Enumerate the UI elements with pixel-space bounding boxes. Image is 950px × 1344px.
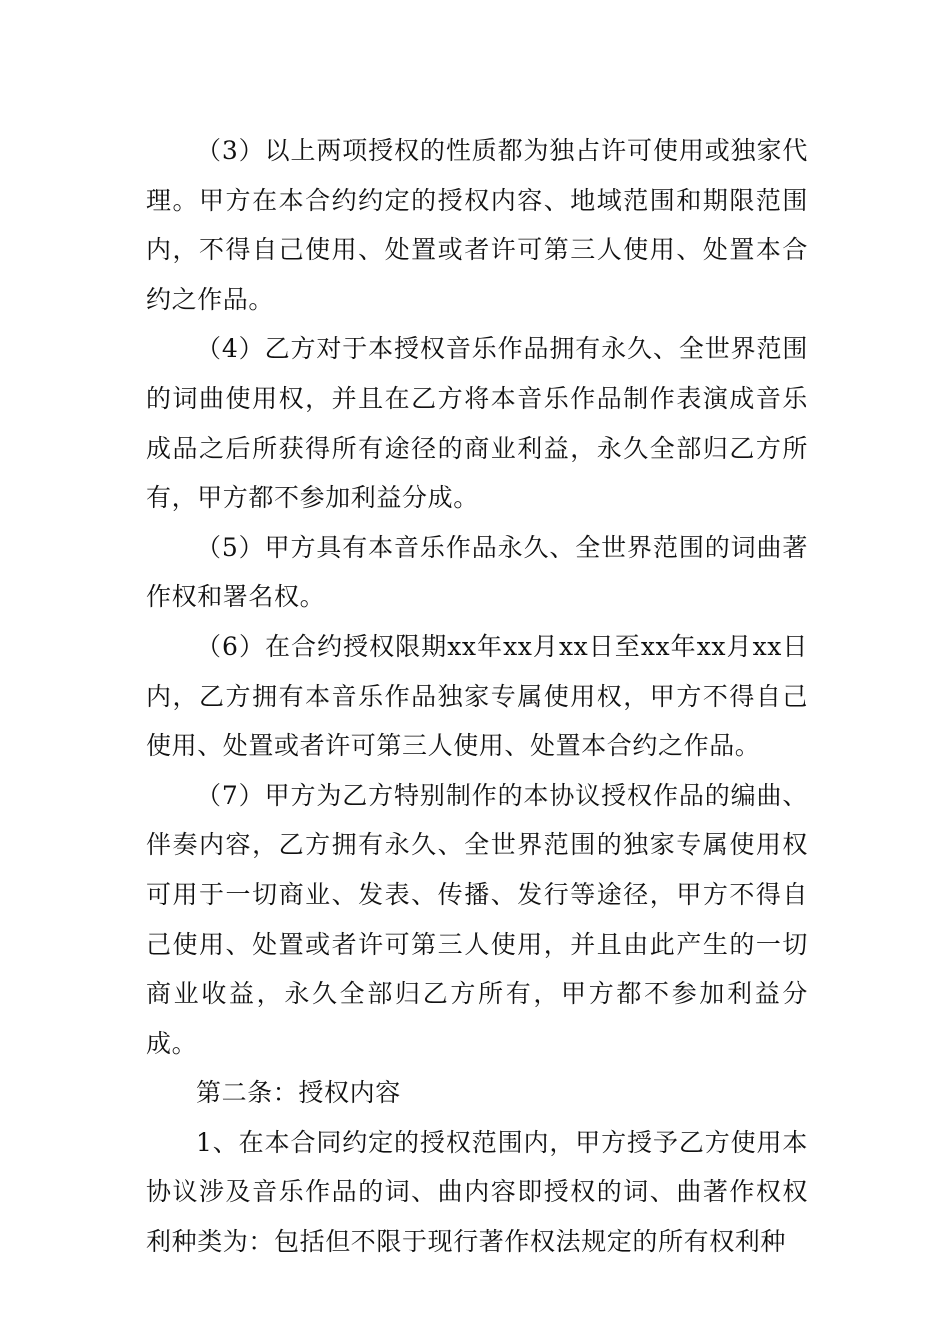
clause-paragraph-3: （3）以上两项授权的性质都为独占许可使用或独家代理。甲方在本合约约定的授权内容、地域范围和期限范围内，不得自己使用、处置或者许可第三人使用、处置本合约之作品。	[146, 136, 808, 314]
clause-paragraph-5: （5）甲方具有本音乐作品永久、全世界范围的词曲著作权和署名权。	[146, 532, 808, 612]
clause-paragraph-4: （4）乙方对于本授权音乐作品拥有永久、全世界范围的词曲使用权，并且在乙方将本音乐作品制作表演成音乐成品之后所获得所有途径的商业利益，永久全部归乙方所有，甲方都不参加利益分成。	[146, 334, 808, 513]
section-paragraph-1: 1、在本合同约定的授权范围内，甲方授予乙方使用本协议涉及音乐作品的词、曲内容即授权的词、曲著作权权利种类为：包括但不限于现行著作权法规定的所有权利种	[146, 1127, 808, 1257]
clause-paragraph-7: （7）甲方为乙方特别制作的本协议授权作品的编曲、伴奏内容，乙方拥有永久、全世界范围的独家专属使用权可用于一切商业、发表、传播、发行等途径，甲方不得自己使用、处置或者许可第三人使用，并且由此产生的一切商业收益，永久全部归乙方所有，甲方都不参加利益分成。	[146, 780, 808, 1058]
document-body	[146, 126, 808, 1267]
clause-paragraph-6: （6）在合约授权限期xx年xx月xx日至xx年xx月xx日内，乙方拥有本音乐作品独家专属使用权，甲方不得自己使用、处置或者许可第三人使用、处置本合约之作品。	[146, 631, 808, 761]
section-heading: 第二条：授权内容	[196, 1078, 401, 1108]
